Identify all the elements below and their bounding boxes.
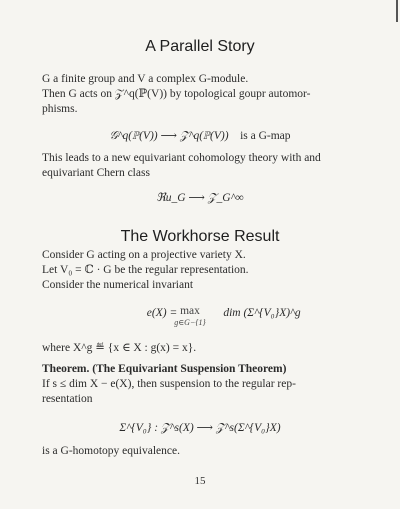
paragraph-intro (42, 72, 362, 117)
eq-arrow: ⟶ (160, 130, 177, 142)
text-line: Let V₀ = ℂ · G be the regular representation. (42, 264, 249, 276)
text-line: Consider the numerical invariant (42, 279, 194, 291)
where-definition: where X^g ≝ {x ∈ X : g(x) = x}. (42, 342, 197, 354)
eq3-max: max (180, 305, 200, 317)
text-line: Consider G acting on a projective variety X. (42, 249, 246, 261)
theorem-block (42, 362, 362, 407)
text-line: resentation (42, 393, 93, 405)
equation-chern-class: ℜu_G ⟶ 𝒵_G^∞ (156, 192, 244, 204)
text-line: If s ≤ dim X − e(X), then suspension to the regular rep- (42, 378, 296, 390)
section-title-parallel-story: A Parallel Story (145, 38, 255, 55)
equation-gmap (0, 128, 400, 143)
paragraph-chern (42, 151, 362, 181)
eq-right: 𝒵^q(ℙ(V)) (179, 130, 229, 142)
final-line: is a G-homotopy equivalence. (42, 445, 180, 457)
eq3-left: e(X) = (146, 307, 178, 319)
text-line: G a finite group and V a complex G-module. (42, 73, 249, 85)
eq-left: 𝒢^q(ℙ(V)) (109, 130, 158, 142)
eq3-right: dim (Σ^{V₀}X)^g (223, 307, 301, 319)
section-title-workhorse: The Workhorse Result (120, 228, 280, 245)
paragraph-setup (42, 248, 362, 293)
eq-note: is a G-map (240, 130, 291, 142)
eq3-subscript: g∈G−{1} (174, 318, 206, 327)
text-line: Then G acts on 𝒵^q(ℙ(V)) by topological goupr automor- (42, 88, 311, 100)
text-line: equivariant Chern class (42, 167, 150, 179)
theorem-title: Theorem. (The Equivariant Suspension Theorem) (42, 363, 287, 375)
text-line: This leads to a new equivariant cohomology theory with and (42, 152, 321, 164)
page-number: 15 (194, 475, 206, 487)
text-line: phisms. (42, 103, 78, 115)
page-edge-mark (396, 0, 398, 22)
equation-suspension: Σ^{V₀} : 𝒵^s(X) ⟶ 𝒵^s(Σ^{V₀}X) (119, 422, 281, 434)
